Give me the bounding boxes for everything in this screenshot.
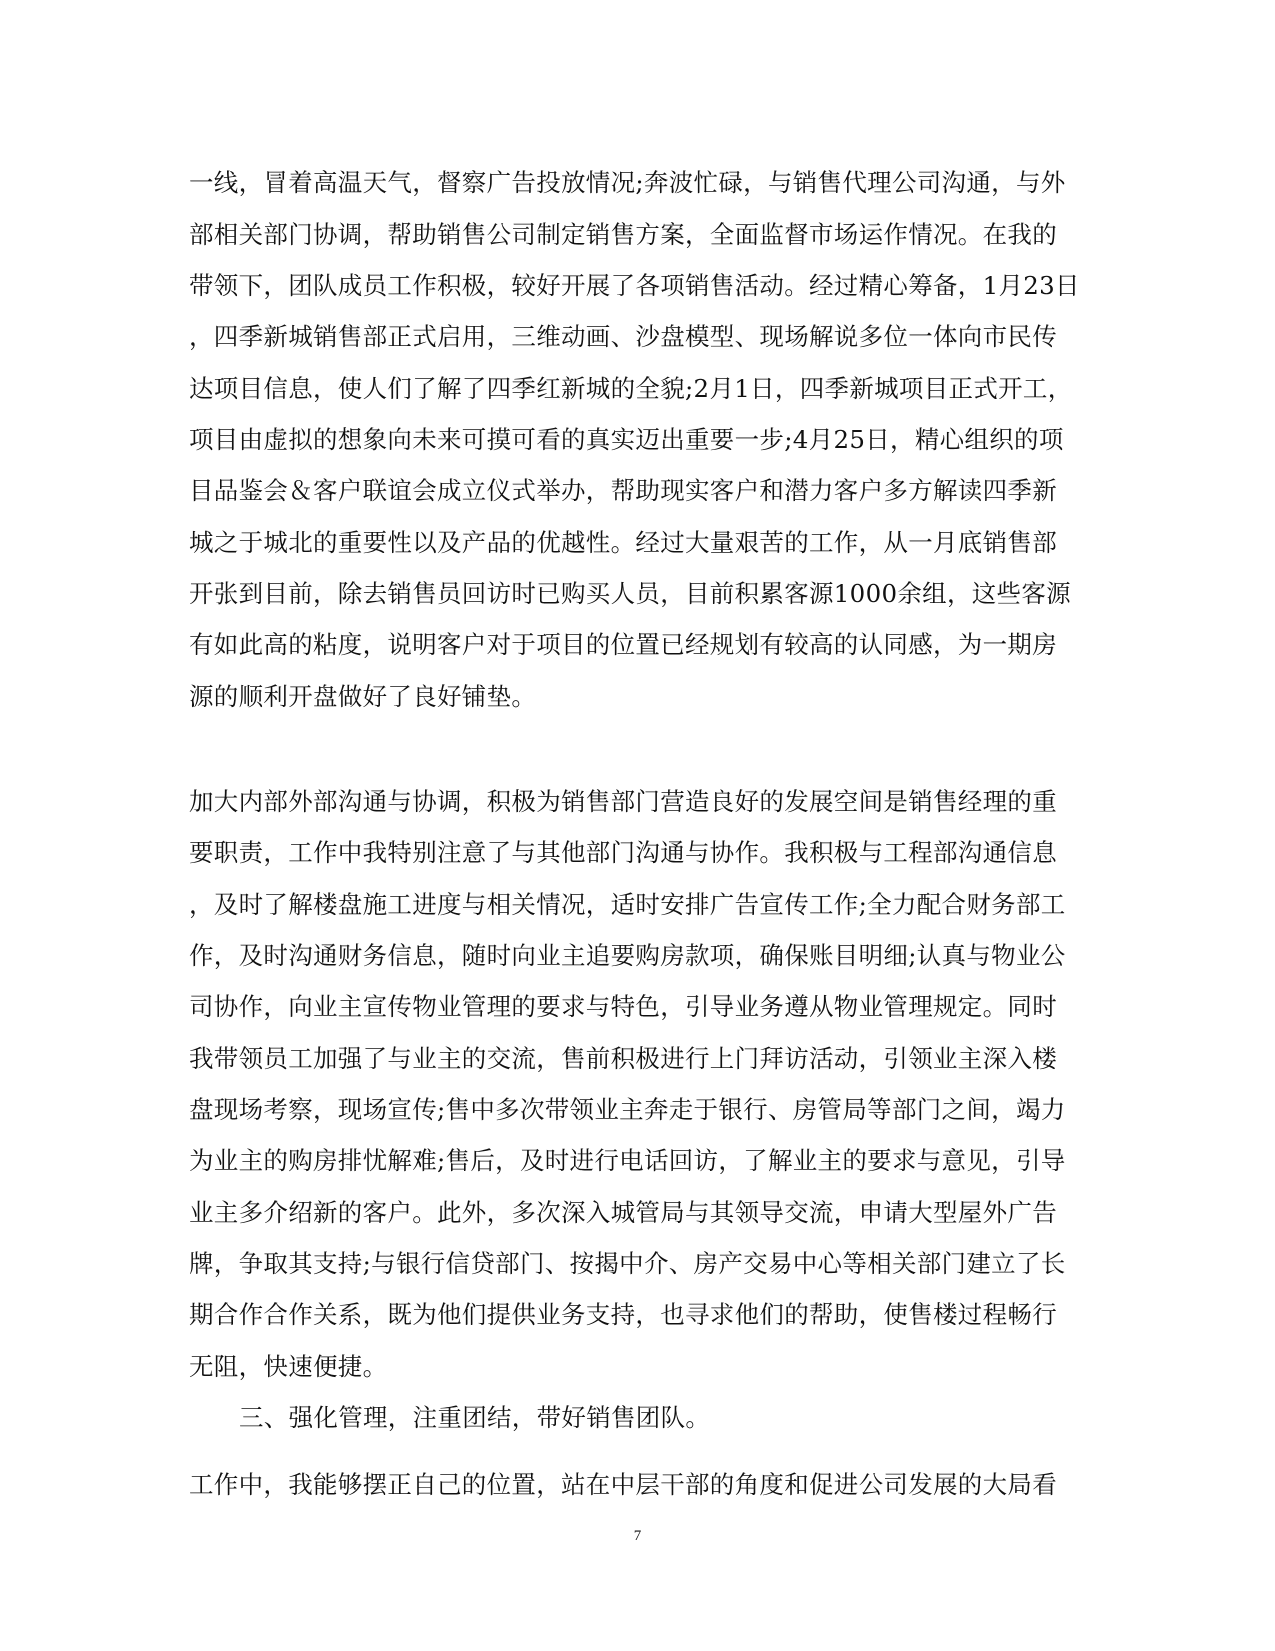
text-line: 达项目信息，使人们了解了四季红新城的全貌;2月1日，四季新城项目正式开工， bbox=[189, 374, 1073, 403]
text-line: ，四季新城销售部正式启用，三维动画、沙盘模型、现场解说多位一体向市民传 bbox=[189, 322, 1057, 351]
text-line: 作，及时沟通财务信息，随时向业主追要购房款项，确保账目明细;认真与物业公 bbox=[189, 941, 1066, 970]
text-line: 无阻，快速便捷。 bbox=[189, 1352, 388, 1381]
text-line: 目品鉴会＆客户联谊会成立仪式举办，帮助现实客户和潜力客户多方解读四季新 bbox=[189, 476, 1057, 505]
text-line: 项目由虚拟的想象向未来可摸可看的真实迈出重要一步;4月25日，精心组织的项 bbox=[189, 425, 1064, 454]
text-line: 司协作，向业主宣传物业管理的要求与特色，引导业务遵从物业管理规定。同时 bbox=[189, 992, 1057, 1021]
text-line: 工作中，我能够摆正自己的位置，站在中层干部的角度和促进公司发展的大局看 bbox=[189, 1470, 1057, 1499]
text-line: 源的顺利开盘做好了良好铺垫。 bbox=[189, 682, 537, 711]
text-line: 加大内部外部沟通与协调，积极为销售部门营造良好的发展空间是销售经理的重 bbox=[189, 787, 1057, 816]
text-line: 盘现场考察，现场宣传;售中多次带领业主奔走于银行、房管局等部门之间，竭力 bbox=[189, 1095, 1066, 1124]
text-line: 有如此高的粘度，说明客户对于项目的位置已经规划有较高的认同感，为一期房 bbox=[189, 630, 1057, 659]
text-line: 我带领员工加强了与业主的交流，售前积极进行上门拜访活动，引领业主深入楼 bbox=[189, 1044, 1057, 1073]
text-line: 要职责，工作中我特别注意了与其他部门沟通与协作。我积极与工程部沟通信息 bbox=[189, 838, 1057, 867]
text-line: 为业主的购房排忧解难;售后，及时进行电话回访，了解业主的要求与意见，引导 bbox=[189, 1146, 1066, 1175]
text-line: 一线，冒着高温天气，督察广告投放情况;奔波忙碌，与销售代理公司沟通，与外 bbox=[189, 168, 1066, 197]
text-line: 部相关部门协调，帮助销售公司制定销售方案，全面监督市场运作情况。在我的 bbox=[189, 220, 1057, 249]
text-line: ，及时了解楼盘施工进度与相关情况，适时安排广告宣传工作;全力配合财务部工 bbox=[189, 890, 1066, 919]
page-number: 7 bbox=[633, 1528, 642, 1544]
text-line: 带领下，团队成员工作积极，较好开展了各项销售活动。经过精心筹备，1月23日 bbox=[189, 271, 1080, 300]
text-line: 业主多介绍新的客户。此外，多次深入城管局与其领导交流，申请大型屋外广告 bbox=[189, 1198, 1057, 1227]
text-line: 城之于城北的重要性以及产品的优越性。经过大量艰苦的工作，从一月底销售部 bbox=[189, 528, 1057, 557]
section-heading: 三、强化管理，注重团结，带好销售团队。 bbox=[239, 1403, 711, 1432]
text-line: 期合作合作关系，既为他们提供业务支持，也寻求他们的帮助，使售楼过程畅行 bbox=[189, 1300, 1057, 1329]
text-line: 牌，争取其支持;与银行信贷部门、按揭中介、房产交易中心等相关部门建立了长 bbox=[189, 1249, 1066, 1278]
text-line: 开张到目前，除去销售员回访时已购买人员，目前积累客源1000余组，这些客源 bbox=[189, 579, 1071, 608]
